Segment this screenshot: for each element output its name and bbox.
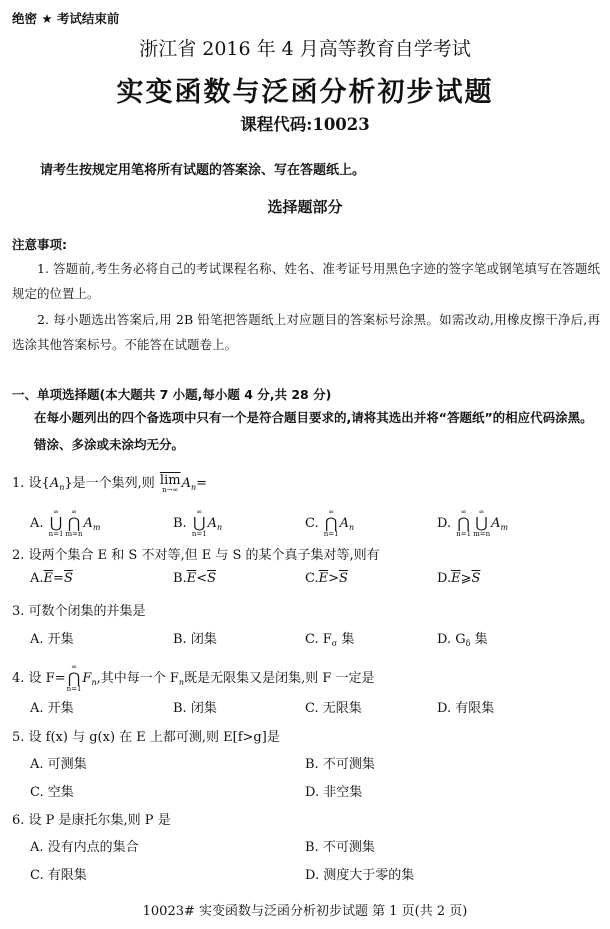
section-heading: 一、单项选择题(本大题共 7 小题,每小题 4 分,共 28 分) (12, 387, 332, 402)
question-1: 1. 设$\{A_n\}$是一个集列,则 $\overline{lim}$ n→∞ $A_n=$ (12, 472, 208, 494)
exam-title: 浙江省 2016 年 4 月高等教育自学考试 (139, 38, 471, 60)
q5-option-a[interactable]: A. 可测集 (30, 757, 87, 772)
section-description: 在每小题列出的四个备选项中只有一个是符合题目要求的,请将其选出并将“答题纸”的相应代码涂黑。错涂、多涂或未涂均无分。 (34, 410, 593, 452)
course-code: 课程代码:10023 (240, 115, 370, 134)
q1-option-c[interactable]: C. ∞ ⋂ n=1 $A_n$ (305, 508, 355, 538)
q4-option-c[interactable]: C. 无限集 (305, 701, 362, 716)
page-footer: 10023# 实变函数与泛函分析初步试题 第 1 页(共 2 页) (142, 904, 468, 919)
question-5: 5. 设 f(x) 与 g(x) 在 E 上都可测,则 E[f>g]是 (12, 730, 280, 745)
subject-title: 实变函数与泛函分析初步试题 (116, 77, 494, 108)
q5-option-c[interactable]: C. 空集 (30, 785, 74, 800)
q1-option-d[interactable]: D. ∞ ⋂ n=1 ∞ ⋃ m=n $A_m$ (437, 508, 509, 538)
notice-title: 注意事项: (12, 237, 67, 252)
q3-option-b[interactable]: B. 闭集 (173, 632, 217, 647)
q6-option-d[interactable]: D. 测度大于零的集 (305, 868, 415, 883)
notice-item-2: 2. 每小题选出答案后,用 2B 铅笔把答题纸上对应题目的答案标号涂黑。如需改动,用橡皮擦干净后,再选涂其他答案标号。不能答在试题卷上。 (12, 312, 600, 352)
question-4: 4. 设 F= ∞ ⋂ n=1 $F_n$,其中每一个 $F_n$既是无限集又是闭集,则 F 一定是 (12, 663, 375, 693)
q5-option-b[interactable]: B. 不可测集 (305, 757, 375, 772)
part-title: 选择题部分 (267, 198, 343, 216)
q2-option-c[interactable]: $C.\overline{E}>\overline{S}$ (305, 571, 348, 586)
q1-option-a[interactable]: A. ∞ ⋃ n=1 ∞ ⋂ m=n $A_m$ (30, 508, 101, 538)
q6-option-c[interactable]: C. 有限集 (30, 868, 87, 883)
q2-option-a[interactable]: $A.\overline{E}=\overline{S}$ (30, 571, 73, 586)
confidential-label: 绝密 ★ 考试结束前 (12, 11, 120, 26)
q1-option-b[interactable]: B. ∞ ⋃ n=1 $A_n$ (173, 508, 223, 538)
q6-option-b[interactable]: B. 不可测集 (305, 840, 375, 855)
q4-option-d[interactable]: D. 有限集 (437, 701, 495, 716)
q6-option-a[interactable]: A. 没有内点的集合 (30, 840, 139, 855)
question-3: 3. 可数个闭集的并集是 (12, 604, 146, 619)
answer-instruction: 请考生按规定用笔将所有试题的答案涂、写在答题纸上。 (40, 163, 366, 178)
q2-option-b[interactable]: $B.\overline{E}<\overline{S}$ (173, 571, 216, 586)
q4-option-b[interactable]: B. 闭集 (173, 701, 217, 716)
q4-option-a[interactable]: A. 开集 (30, 701, 74, 716)
q2-option-d[interactable]: $D.\overline{E}⩾\overline{S}$ (437, 571, 481, 586)
question-6: 6. 设 P 是康托尔集,则 P 是 (12, 813, 171, 828)
q3-option-d[interactable]: D. $G_\delta$ 集 (437, 632, 488, 648)
q5-option-d[interactable]: D. 非空集 (305, 785, 363, 800)
notice-item-1: 1. 答题前,考生务必将自己的考试课程名称、姓名、准考证号用黑色字迹的签字笔或钢笔填写在答题纸规定的位置上。 (12, 261, 600, 301)
q3-option-a[interactable]: A. 开集 (30, 632, 74, 647)
q3-option-c[interactable]: C. $F_\sigma$ 集 (305, 632, 355, 648)
question-2: 2. 设两个集合 E 和 S 不对等,但 E 与 S 的某个真子集对等,则有 (12, 548, 380, 563)
